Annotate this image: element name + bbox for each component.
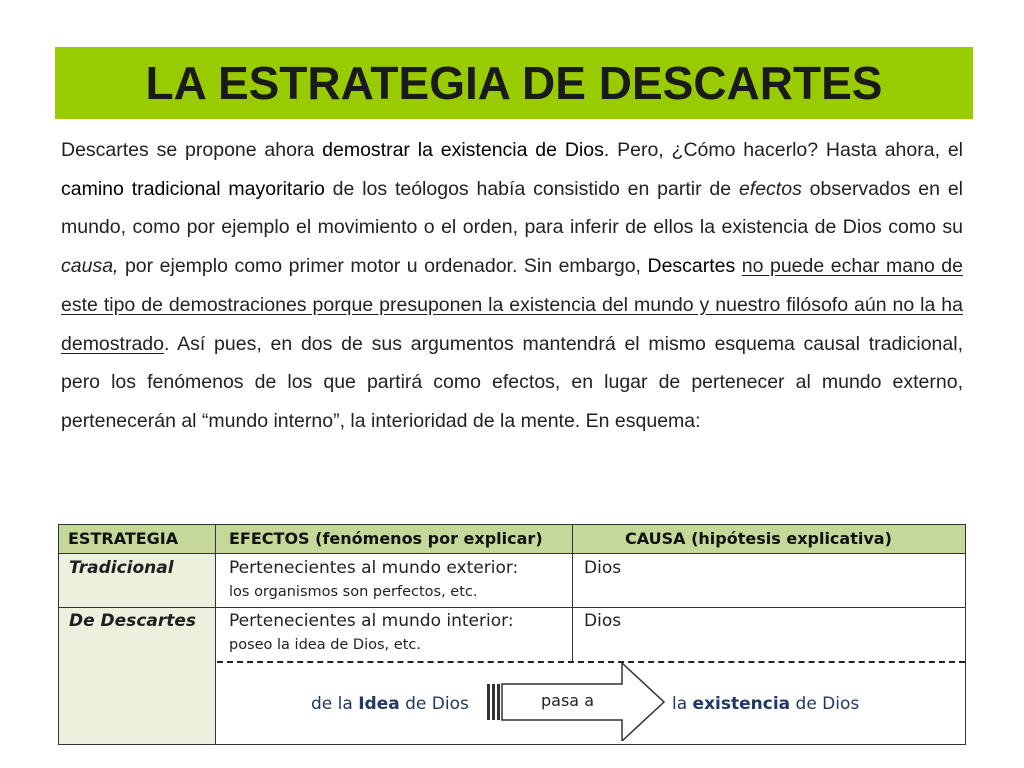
- highlight-descartes: Descartes: [647, 255, 736, 278]
- header-efectos: EFECTOS (fenómenos por explicar): [229, 529, 543, 548]
- column-divider: [215, 525, 216, 744]
- effect-cell: Pertenecientes al mundo interior:: [229, 611, 514, 631]
- header-causa: CAUSA (hipótesis explicativa): [625, 529, 892, 548]
- flow-to-text: la existencia de Dios: [672, 694, 860, 714]
- strategy-table: [58, 524, 966, 745]
- text-segment: . Así pues, en dos de sus argumentos mantendrá el mismo esquema causal tradicional, pero los fenómenos de los que partirá como efectos, en lugar de pertenecer al mundo externo, pertenecerán al “mundo interno”, la interioridad de la mente. En esquema:: [61, 332, 963, 432]
- text-segment: . Pero, ¿Cómo hacerlo? Hasta ahora, el: [603, 139, 963, 161]
- text-segment: observados en el mundo, como por ejemplo el movimiento o el orden, para inferir de ellos la existencia de Dios como su: [61, 177, 963, 239]
- column-divider: [572, 525, 573, 661]
- flow-from-text: de la Idea de Dios: [311, 694, 469, 714]
- effect-example: poseo la idea de Dios, etc.: [229, 637, 421, 653]
- text-segment: de los teólogos había consistido en partir de: [324, 177, 739, 200]
- intro-paragraph: [61, 131, 963, 441]
- page-title: LA ESTRATEGIA DE DESCARTES: [145, 57, 883, 109]
- italic-efectos: efectos: [738, 177, 802, 200]
- header-estrategia: ESTRATEGIA: [68, 529, 179, 548]
- effect-example: los organismos son perfectos, etc.: [229, 584, 478, 600]
- text-segment: por ejemplo como primer motor u ordenador. Sin embargo,: [118, 255, 648, 278]
- table-header-row: [59, 525, 965, 554]
- cause-cell: Dios: [584, 558, 622, 578]
- row-label-de-descartes: De Descartes: [69, 611, 197, 631]
- row-label-tradicional: Tradicional: [69, 558, 174, 578]
- highlight-demostrar: demostrar la existencia de Dios: [322, 139, 604, 161]
- title-banner: [55, 47, 973, 119]
- italic-causa: causa,: [61, 255, 119, 278]
- highlight-camino-tradicional: camino tradicional mayoritario: [61, 177, 325, 200]
- text-segment: Descartes se propone ahora: [61, 139, 323, 161]
- arrow-label: pasa a: [541, 691, 594, 710]
- row-divider: [59, 607, 965, 608]
- effect-cell: Pertenecientes al mundo exterior:: [229, 558, 519, 578]
- cause-cell: Dios: [584, 611, 622, 631]
- first-column-shading: [59, 553, 215, 744]
- underlined-statement: no puede echar mano de este tipo de demostraciones porque presuponen la existencia del mundo y nuestro filósofo aún no la ha demostrado: [61, 255, 963, 355]
